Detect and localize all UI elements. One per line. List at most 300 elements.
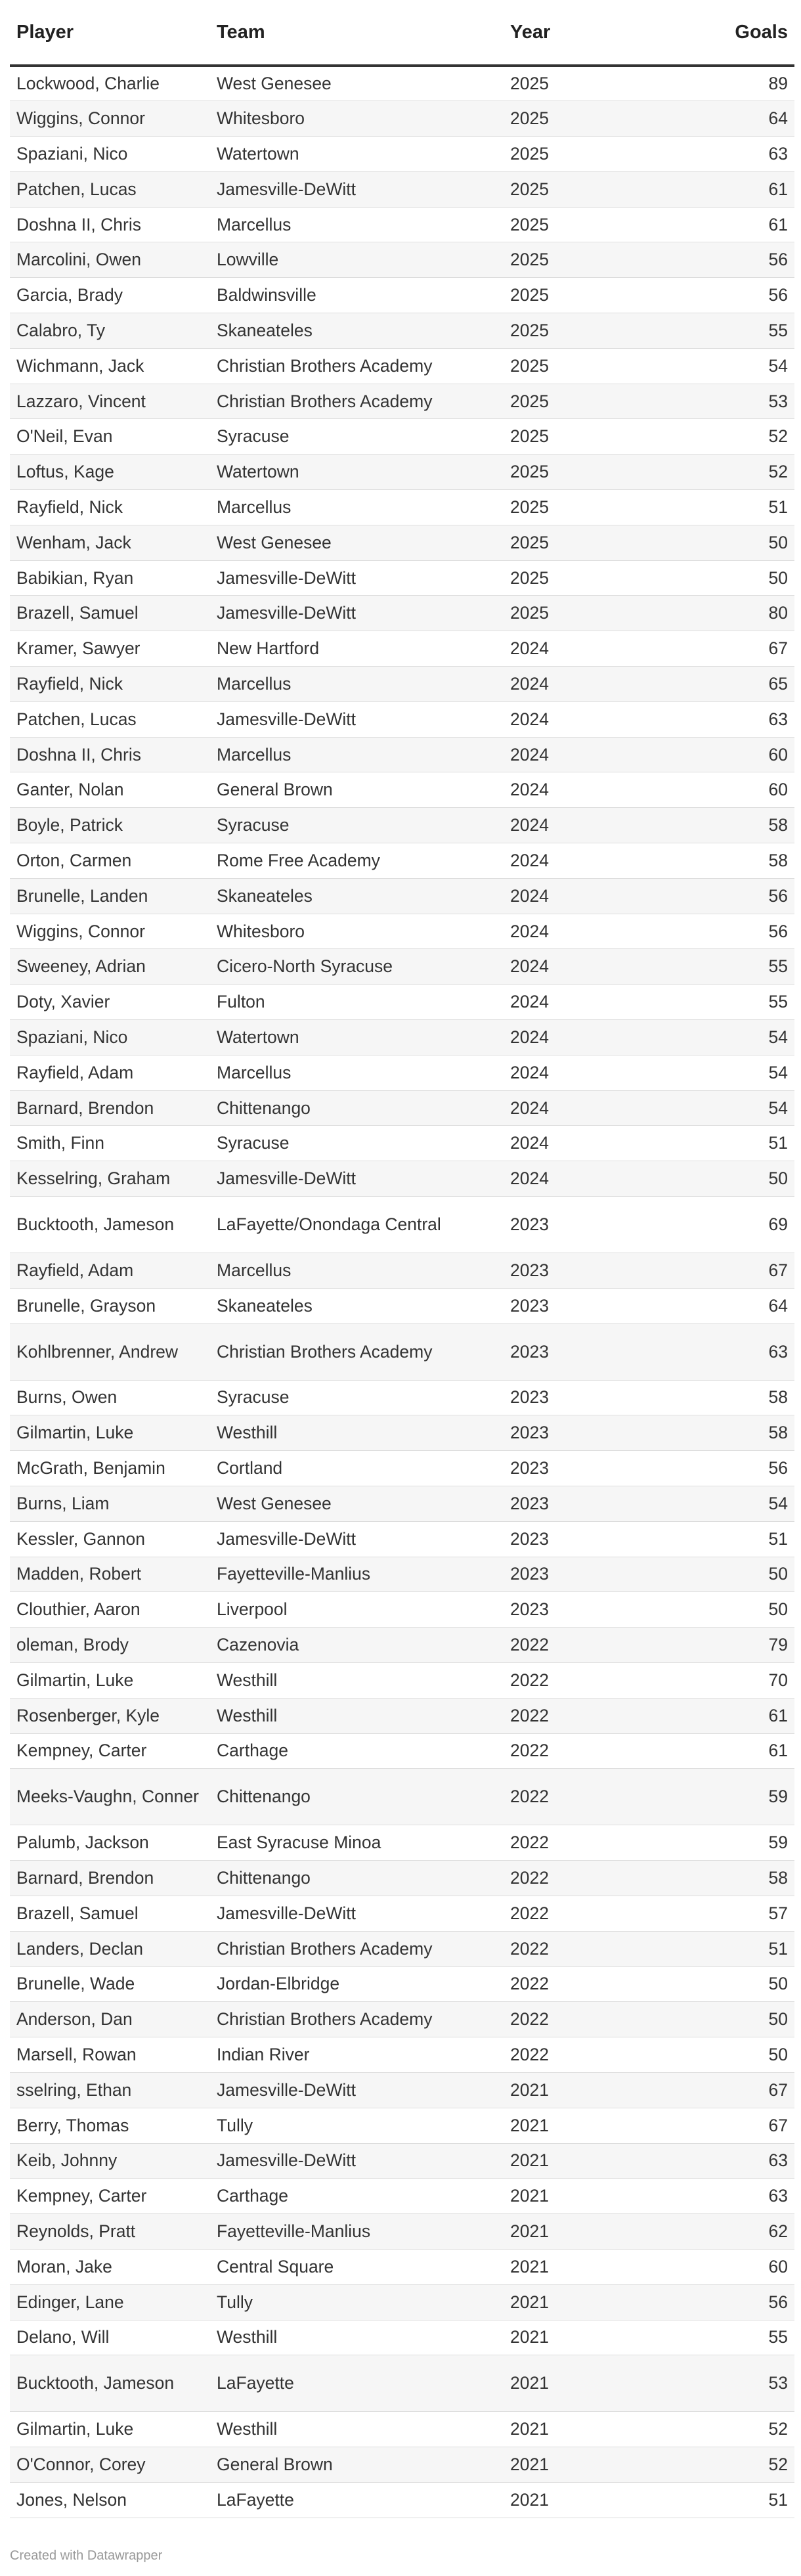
cell-year: 2023 xyxy=(504,1415,701,1451)
cell-player: Doshna II, Chris xyxy=(10,737,210,772)
table-row xyxy=(10,1966,794,2002)
cell-year: 2022 xyxy=(504,1733,701,1769)
cell-year: 2024 xyxy=(504,667,701,702)
cell-team: Tully xyxy=(210,2284,504,2320)
table-row xyxy=(10,207,794,242)
table-row xyxy=(10,631,794,667)
cell-year: 2024 xyxy=(504,808,701,843)
cell-team: Christian Brothers Academy xyxy=(210,384,504,419)
table-row xyxy=(10,2108,794,2143)
cell-year: 2024 xyxy=(504,1161,701,1197)
cell-player: Kempney, Carter xyxy=(10,1733,210,1769)
cell-player: sselring, Ethan xyxy=(10,2072,210,2108)
cell-team: Whitesboro xyxy=(210,914,504,949)
cell-player: Rayfield, Adam xyxy=(10,1055,210,1090)
cell-player: Kempney, Carter xyxy=(10,2179,210,2214)
cell-player: Marcolini, Owen xyxy=(10,242,210,278)
header-row xyxy=(10,0,794,66)
table-row xyxy=(10,2284,794,2320)
cell-team: Syracuse xyxy=(210,419,504,455)
cell-team: Liverpool xyxy=(210,1592,504,1628)
cell-player: Rayfield, Nick xyxy=(10,667,210,702)
cell-year: 2021 xyxy=(504,2355,701,2412)
cell-team: Christian Brothers Academy xyxy=(210,1323,504,1380)
cell-player: Landers, Declan xyxy=(10,1931,210,1966)
cell-player: Keib, Johnny xyxy=(10,2143,210,2179)
cell-player: Sweeney, Adrian xyxy=(10,949,210,985)
cell-team: LaFayette xyxy=(210,2355,504,2412)
table-row xyxy=(10,914,794,949)
cell-goals: 50 xyxy=(701,2037,794,2073)
table-row xyxy=(10,1323,794,1380)
cell-year: 2024 xyxy=(504,1090,701,1126)
cell-team: General Brown xyxy=(210,2447,504,2483)
cell-team: LaFayette xyxy=(210,2482,504,2518)
cell-goals: 56 xyxy=(701,1451,794,1486)
table-row xyxy=(10,242,794,278)
cell-player: Delano, Will xyxy=(10,2320,210,2355)
cell-year: 2025 xyxy=(504,66,701,101)
cell-goals: 54 xyxy=(701,1055,794,1090)
cell-player: Rayfield, Nick xyxy=(10,490,210,525)
cell-year: 2021 xyxy=(504,2214,701,2250)
cell-player: Burns, Owen xyxy=(10,1380,210,1415)
cell-player: Brunelle, Wade xyxy=(10,1966,210,2002)
cell-player: Babikian, Ryan xyxy=(10,560,210,596)
cell-year: 2021 xyxy=(504,2179,701,2214)
cell-goals: 58 xyxy=(701,808,794,843)
column-header-player[interactable]: Player xyxy=(10,0,210,66)
table-row xyxy=(10,1662,794,1698)
cell-team: Westhill xyxy=(210,2412,504,2447)
table-row xyxy=(10,525,794,560)
cell-goals: 60 xyxy=(701,737,794,772)
cell-team: Carthage xyxy=(210,1733,504,1769)
cell-player: Reynolds, Pratt xyxy=(10,2214,210,2250)
cell-year: 2021 xyxy=(504,2320,701,2355)
cell-goals: 55 xyxy=(701,949,794,985)
cell-goals: 56 xyxy=(701,278,794,313)
cell-goals: 58 xyxy=(701,843,794,879)
table-row xyxy=(10,2249,794,2284)
table-row xyxy=(10,878,794,914)
cell-team: Lowville xyxy=(210,242,504,278)
cell-player: Barnard, Brendon xyxy=(10,1090,210,1126)
cell-team: Watertown xyxy=(210,137,504,172)
cell-team: Tully xyxy=(210,2108,504,2143)
cell-player: Wiggins, Connor xyxy=(10,914,210,949)
cell-year: 2025 xyxy=(504,455,701,490)
cell-year: 2022 xyxy=(504,1662,701,1698)
cell-team: Jamesville-DeWitt xyxy=(210,596,504,631)
cell-goals: 51 xyxy=(701,1931,794,1966)
cell-player: O'Neil, Evan xyxy=(10,419,210,455)
cell-team: Syracuse xyxy=(210,808,504,843)
datawrapper-credit: Created with Datawrapper xyxy=(10,2548,163,2563)
cell-goals: 56 xyxy=(701,914,794,949)
cell-goals: 60 xyxy=(701,772,794,808)
cell-player: O'Connor, Corey xyxy=(10,2447,210,2483)
cell-goals: 62 xyxy=(701,2214,794,2250)
goals-table xyxy=(10,0,794,2518)
cell-goals: 89 xyxy=(701,66,794,101)
cell-team: Westhill xyxy=(210,1698,504,1733)
cell-player: Doty, Xavier xyxy=(10,985,210,1020)
cell-player: Moran, Jake xyxy=(10,2249,210,2284)
table-row xyxy=(10,1486,794,1521)
cell-goals: 63 xyxy=(701,701,794,737)
cell-goals: 56 xyxy=(701,2284,794,2320)
table-row xyxy=(10,2214,794,2250)
cell-year: 2025 xyxy=(504,384,701,419)
cell-team: Jordan-Elbridge xyxy=(210,1966,504,2002)
cell-team: Cicero-North Syracuse xyxy=(210,949,504,985)
cell-year: 2023 xyxy=(504,1323,701,1380)
cell-year: 2024 xyxy=(504,949,701,985)
cell-team: Marcellus xyxy=(210,490,504,525)
cell-team: Indian River xyxy=(210,2037,504,2073)
table-row xyxy=(10,1825,794,1861)
cell-goals: 67 xyxy=(701,2108,794,2143)
cell-year: 2022 xyxy=(504,1769,701,1825)
cell-team: Christian Brothers Academy xyxy=(210,348,504,384)
cell-team: Christian Brothers Academy xyxy=(210,2002,504,2037)
table-row xyxy=(10,2482,794,2518)
cell-team: Westhill xyxy=(210,2320,504,2355)
cell-goals: 52 xyxy=(701,2447,794,2483)
cell-year: 2024 xyxy=(504,985,701,1020)
cell-year: 2025 xyxy=(504,560,701,596)
cell-year: 2021 xyxy=(504,2249,701,2284)
cell-goals: 67 xyxy=(701,2072,794,2108)
cell-goals: 67 xyxy=(701,631,794,667)
table-row xyxy=(10,1197,794,1253)
cell-team: Watertown xyxy=(210,455,504,490)
cell-player: Kessler, Gannon xyxy=(10,1521,210,1557)
cell-team: Cortland xyxy=(210,1451,504,1486)
table-row xyxy=(10,1126,794,1161)
table-row xyxy=(10,2037,794,2073)
cell-player: Burns, Liam xyxy=(10,1486,210,1521)
cell-team: Westhill xyxy=(210,1662,504,1698)
cell-player: Spaziani, Nico xyxy=(10,137,210,172)
cell-player: Boyle, Patrick xyxy=(10,808,210,843)
cell-goals: 50 xyxy=(701,1161,794,1197)
cell-team: Baldwinsville xyxy=(210,278,504,313)
cell-team: Skaneateles xyxy=(210,878,504,914)
cell-team: Marcellus xyxy=(210,667,504,702)
table-row xyxy=(10,667,794,702)
cell-player: Kramer, Sawyer xyxy=(10,631,210,667)
cell-year: 2025 xyxy=(504,348,701,384)
cell-team: West Genesee xyxy=(210,1486,504,1521)
cell-player: Lockwood, Charlie xyxy=(10,66,210,101)
cell-team: Marcellus xyxy=(210,1055,504,1090)
cell-team: Fulton xyxy=(210,985,504,1020)
cell-goals: 50 xyxy=(701,2002,794,2037)
cell-player: Brazell, Samuel xyxy=(10,1896,210,1931)
cell-team: Jamesville-DeWitt xyxy=(210,1896,504,1931)
cell-player: McGrath, Benjamin xyxy=(10,1451,210,1486)
cell-goals: 59 xyxy=(701,1825,794,1861)
cell-year: 2023 xyxy=(504,1557,701,1592)
table-row xyxy=(10,2072,794,2108)
cell-team: Watertown xyxy=(210,1020,504,1055)
cell-goals: 61 xyxy=(701,171,794,207)
cell-player: Kesselring, Graham xyxy=(10,1161,210,1197)
table-row xyxy=(10,1733,794,1769)
table-row xyxy=(10,772,794,808)
cell-goals: 54 xyxy=(701,1020,794,1055)
cell-year: 2021 xyxy=(504,2482,701,2518)
cell-team: East Syracuse Minoa xyxy=(210,1825,504,1861)
cell-player: Palumb, Jackson xyxy=(10,1825,210,1861)
cell-year: 2024 xyxy=(504,843,701,879)
column-header-goals[interactable]: Goals xyxy=(701,0,794,66)
cell-player: Meeks-Vaughn, Conner xyxy=(10,1769,210,1825)
cell-team: Jamesville-DeWitt xyxy=(210,1521,504,1557)
cell-year: 2025 xyxy=(504,596,701,631)
cell-goals: 54 xyxy=(701,1486,794,1521)
cell-team: Fayetteville-Manlius xyxy=(210,2214,504,2250)
cell-player: Brazell, Samuel xyxy=(10,596,210,631)
table-row xyxy=(10,1769,794,1825)
cell-player: Ganter, Nolan xyxy=(10,772,210,808)
cell-goals: 51 xyxy=(701,490,794,525)
cell-goals: 59 xyxy=(701,1769,794,1825)
cell-goals: 55 xyxy=(701,2320,794,2355)
table-row xyxy=(10,2320,794,2355)
cell-year: 2025 xyxy=(504,419,701,455)
cell-goals: 58 xyxy=(701,1415,794,1451)
cell-player: Kohlbrenner, Andrew xyxy=(10,1323,210,1380)
table-row xyxy=(10,2179,794,2214)
table-row xyxy=(10,171,794,207)
cell-year: 2025 xyxy=(504,490,701,525)
cell-team: West Genesee xyxy=(210,66,504,101)
cell-player: Loftus, Kage xyxy=(10,455,210,490)
table-row xyxy=(10,313,794,349)
cell-team: Jamesville-DeWitt xyxy=(210,1161,504,1197)
cell-year: 2022 xyxy=(504,1825,701,1861)
cell-year: 2023 xyxy=(504,1253,701,1289)
table-row xyxy=(10,1557,794,1592)
cell-goals: 67 xyxy=(701,1253,794,1289)
cell-year: 2023 xyxy=(504,1592,701,1628)
cell-goals: 52 xyxy=(701,2412,794,2447)
table-row xyxy=(10,1931,794,1966)
cell-goals: 64 xyxy=(701,1288,794,1323)
cell-player: Rosenberger, Kyle xyxy=(10,1698,210,1733)
cell-goals: 60 xyxy=(701,2249,794,2284)
table-body xyxy=(10,66,794,2518)
cell-year: 2022 xyxy=(504,1966,701,2002)
table-row xyxy=(10,2355,794,2412)
cell-goals: 56 xyxy=(701,878,794,914)
cell-year: 2021 xyxy=(504,2284,701,2320)
table-row xyxy=(10,1055,794,1090)
cell-player: Wiggins, Connor xyxy=(10,101,210,137)
cell-year: 2021 xyxy=(504,2143,701,2179)
table-row xyxy=(10,2143,794,2179)
cell-player: Garcia, Brady xyxy=(10,278,210,313)
cell-year: 2022 xyxy=(504,1628,701,1663)
cell-year: 2023 xyxy=(504,1288,701,1323)
table-row xyxy=(10,1698,794,1733)
cell-goals: 55 xyxy=(701,313,794,349)
cell-goals: 54 xyxy=(701,1090,794,1126)
cell-goals: 52 xyxy=(701,419,794,455)
table-row xyxy=(10,985,794,1020)
cell-year: 2024 xyxy=(504,878,701,914)
cell-year: 2025 xyxy=(504,242,701,278)
cell-player: Gilmartin, Luke xyxy=(10,1662,210,1698)
table-row xyxy=(10,2002,794,2037)
cell-team: Skaneateles xyxy=(210,1288,504,1323)
cell-year: 2025 xyxy=(504,101,701,137)
cell-goals: 79 xyxy=(701,1628,794,1663)
table-row xyxy=(10,455,794,490)
cell-year: 2022 xyxy=(504,1698,701,1733)
cell-player: Jones, Nelson xyxy=(10,2482,210,2518)
cell-goals: 50 xyxy=(701,1966,794,2002)
cell-goals: 63 xyxy=(701,2143,794,2179)
cell-team: Jamesville-DeWitt xyxy=(210,701,504,737)
cell-year: 2024 xyxy=(504,737,701,772)
table-row xyxy=(10,490,794,525)
cell-player: Doshna II, Chris xyxy=(10,207,210,242)
cell-player: Marsell, Rowan xyxy=(10,2037,210,2073)
cell-team: Christian Brothers Academy xyxy=(210,1931,504,1966)
cell-year: 2022 xyxy=(504,1896,701,1931)
cell-team: Marcellus xyxy=(210,207,504,242)
cell-player: Orton, Carmen xyxy=(10,843,210,879)
table-row xyxy=(10,1896,794,1931)
cell-player: Edinger, Lane xyxy=(10,2284,210,2320)
cell-goals: 69 xyxy=(701,1197,794,1253)
cell-goals: 52 xyxy=(701,455,794,490)
cell-goals: 65 xyxy=(701,667,794,702)
cell-goals: 51 xyxy=(701,1521,794,1557)
cell-goals: 51 xyxy=(701,2482,794,2518)
cell-goals: 58 xyxy=(701,1861,794,1896)
cell-player: Brunelle, Grayson xyxy=(10,1288,210,1323)
goals-table-container xyxy=(10,0,794,2518)
table-row xyxy=(10,1288,794,1323)
table-row xyxy=(10,843,794,879)
cell-goals: 53 xyxy=(701,2355,794,2412)
cell-team: Central Square xyxy=(210,2249,504,2284)
cell-player: Madden, Robert xyxy=(10,1557,210,1592)
table-row xyxy=(10,1451,794,1486)
cell-player: Spaziani, Nico xyxy=(10,1020,210,1055)
cell-team: New Hartford xyxy=(210,631,504,667)
table-row xyxy=(10,1628,794,1663)
cell-player: oleman, Brody xyxy=(10,1628,210,1663)
table-row xyxy=(10,949,794,985)
cell-year: 2024 xyxy=(504,631,701,667)
cell-year: 2024 xyxy=(504,914,701,949)
cell-year: 2024 xyxy=(504,1126,701,1161)
cell-team: Rome Free Academy xyxy=(210,843,504,879)
cell-goals: 61 xyxy=(701,1733,794,1769)
cell-team: Fayetteville-Manlius xyxy=(210,1557,504,1592)
cell-player: Patchen, Lucas xyxy=(10,171,210,207)
table-header xyxy=(10,0,794,66)
cell-team: LaFayette/Onondaga Central xyxy=(210,1197,504,1253)
cell-player: Barnard, Brendon xyxy=(10,1861,210,1896)
cell-team: Cazenovia xyxy=(210,1628,504,1663)
cell-year: 2021 xyxy=(504,2447,701,2483)
cell-year: 2023 xyxy=(504,1486,701,1521)
cell-team: Carthage xyxy=(210,2179,504,2214)
cell-team: Jamesville-DeWitt xyxy=(210,2072,504,2108)
cell-goals: 51 xyxy=(701,1126,794,1161)
table-row xyxy=(10,2412,794,2447)
table-row xyxy=(10,1161,794,1197)
table-row xyxy=(10,1253,794,1289)
cell-player: Lazzaro, Vincent xyxy=(10,384,210,419)
cell-goals: 80 xyxy=(701,596,794,631)
cell-goals: 63 xyxy=(701,137,794,172)
cell-year: 2021 xyxy=(504,2072,701,2108)
cell-goals: 50 xyxy=(701,1592,794,1628)
table-row xyxy=(10,278,794,313)
table-row xyxy=(10,2447,794,2483)
cell-team: Marcellus xyxy=(210,737,504,772)
cell-year: 2024 xyxy=(504,772,701,808)
column-header-team[interactable]: Team xyxy=(210,0,504,66)
table-row xyxy=(10,1521,794,1557)
column-header-year[interactable]: Year xyxy=(504,0,701,66)
cell-goals: 55 xyxy=(701,985,794,1020)
table-row xyxy=(10,808,794,843)
cell-goals: 70 xyxy=(701,1662,794,1698)
cell-team: Westhill xyxy=(210,1415,504,1451)
cell-year: 2023 xyxy=(504,1380,701,1415)
cell-goals: 50 xyxy=(701,560,794,596)
cell-team: General Brown xyxy=(210,772,504,808)
table-row xyxy=(10,1592,794,1628)
cell-goals: 53 xyxy=(701,384,794,419)
cell-team: Jamesville-DeWitt xyxy=(210,560,504,596)
cell-year: 2021 xyxy=(504,2108,701,2143)
table-row xyxy=(10,596,794,631)
cell-year: 2025 xyxy=(504,313,701,349)
cell-year: 2025 xyxy=(504,137,701,172)
table-row xyxy=(10,560,794,596)
cell-team: Skaneateles xyxy=(210,313,504,349)
cell-player: Calabro, Ty xyxy=(10,313,210,349)
cell-goals: 57 xyxy=(701,1896,794,1931)
cell-team: Jamesville-DeWitt xyxy=(210,2143,504,2179)
cell-team: Chittenango xyxy=(210,1769,504,1825)
cell-player: Anderson, Dan xyxy=(10,2002,210,2037)
cell-year: 2023 xyxy=(504,1451,701,1486)
table-row xyxy=(10,66,794,101)
table-row xyxy=(10,1861,794,1896)
cell-player: Gilmartin, Luke xyxy=(10,2412,210,2447)
cell-goals: 58 xyxy=(701,1380,794,1415)
table-row xyxy=(10,737,794,772)
table-row xyxy=(10,348,794,384)
cell-goals: 56 xyxy=(701,242,794,278)
cell-year: 2022 xyxy=(504,2037,701,2073)
cell-player: Bucktooth, Jameson xyxy=(10,1197,210,1253)
cell-goals: 61 xyxy=(701,1698,794,1733)
cell-year: 2024 xyxy=(504,701,701,737)
table-row xyxy=(10,1090,794,1126)
